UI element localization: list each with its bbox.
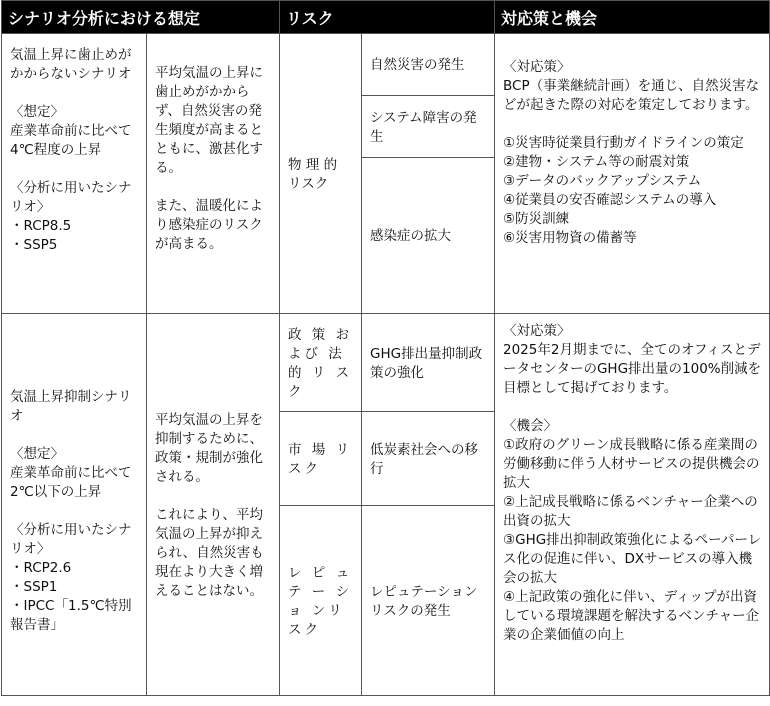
table-row bbox=[2, 34, 770, 96]
risk-category-cell: レ ピ ュ テ ー シ ョ ンリスク bbox=[280, 506, 362, 696]
measure-cell: 〈対応策〉 BCP（事業継続計画）を通じ、自然災害などが起きた際の対応を策定しております。 ①災害時従業員行動ガイドラインの策定 ②建物・システム等の耐震対策 ③データのバックアップシステム ④従業員の安否確認システムの導入 ⑤防災訓練 ⑥災害用物資の備蓄等 bbox=[495, 34, 770, 314]
header-measure: 対応策と機会 bbox=[495, 1, 770, 34]
scenario-cell: 気温上昇に歯止めがかからないシナリオ 〈想定〉 産業革命前に比べて4℃程度の上昇 〈分析に用いたシナリオ〉 ・RCP8.5 ・SSP5 bbox=[2, 34, 147, 314]
table-header-row bbox=[2, 1, 770, 34]
assumption-cell: 平均気温の上昇を抑制するために、政策・規制が強化される。 これにより、平均気温の上昇が抑えられ、自然災害も現在より大きく増えることはない。 bbox=[147, 314, 280, 696]
risk-category-cell: 市 場 リ スク bbox=[280, 412, 362, 506]
risk-item-cell: 低炭素社会への移行 bbox=[362, 412, 495, 506]
risk-item-cell: システム障害の発生 bbox=[362, 96, 495, 158]
risk-item-cell: レピュテーションリスクの発生 bbox=[362, 506, 495, 696]
scenario-analysis-table bbox=[1, 0, 770, 696]
table-row bbox=[2, 314, 770, 412]
header-scenario: シナリオ分析における想定 bbox=[2, 1, 280, 34]
risk-item-cell: GHG排出量抑制政策の強化 bbox=[362, 314, 495, 412]
risk-item-cell: 感染症の拡大 bbox=[362, 158, 495, 314]
risk-category-cell: 物 理 的 リスク bbox=[280, 34, 362, 314]
header-risk: リスク bbox=[280, 1, 495, 34]
assumption-cell: 平均気温の上昇に歯止めがかからず、自然災害の発生頻度が高まるとともに、激甚化する。 また、温暖化により感染症のリスクが高まる。 bbox=[147, 34, 280, 314]
risk-category-cell: 政 策 お よび 法 的 リ ス ク bbox=[280, 314, 362, 412]
risk-item-cell: 自然災害の発生 bbox=[362, 34, 495, 96]
scenario-cell: 気温上昇抑制シナリオ 〈想定〉 産業革命前に比べて2℃以下の上昇 〈分析に用いたシナリオ〉 ・RCP2.6 ・SSP1 ・IPCC「1.5℃特別報告書」 bbox=[2, 314, 147, 696]
measure-cell: 〈対応策〉 2025年2月期までに、全てのオフィスとデータセンターのGHG排出量の100%削減を目標として掲げております。 〈機会〉 ①政府のグリーン成長戦略に係る産業間の労働移動に伴う人材サービスの提供機会の拡大 ②上記成長戦略に係るベンチャー企業への出資の拡大 ③GHG排出抑制政策強化によるペーパーレス化の促進に伴い、DXサービスの導入機会の拡大 ④上記政策の強化に伴い、ディップが出資している環境課題を解決するベンチャー企業の企業価値の向上 bbox=[495, 314, 770, 696]
